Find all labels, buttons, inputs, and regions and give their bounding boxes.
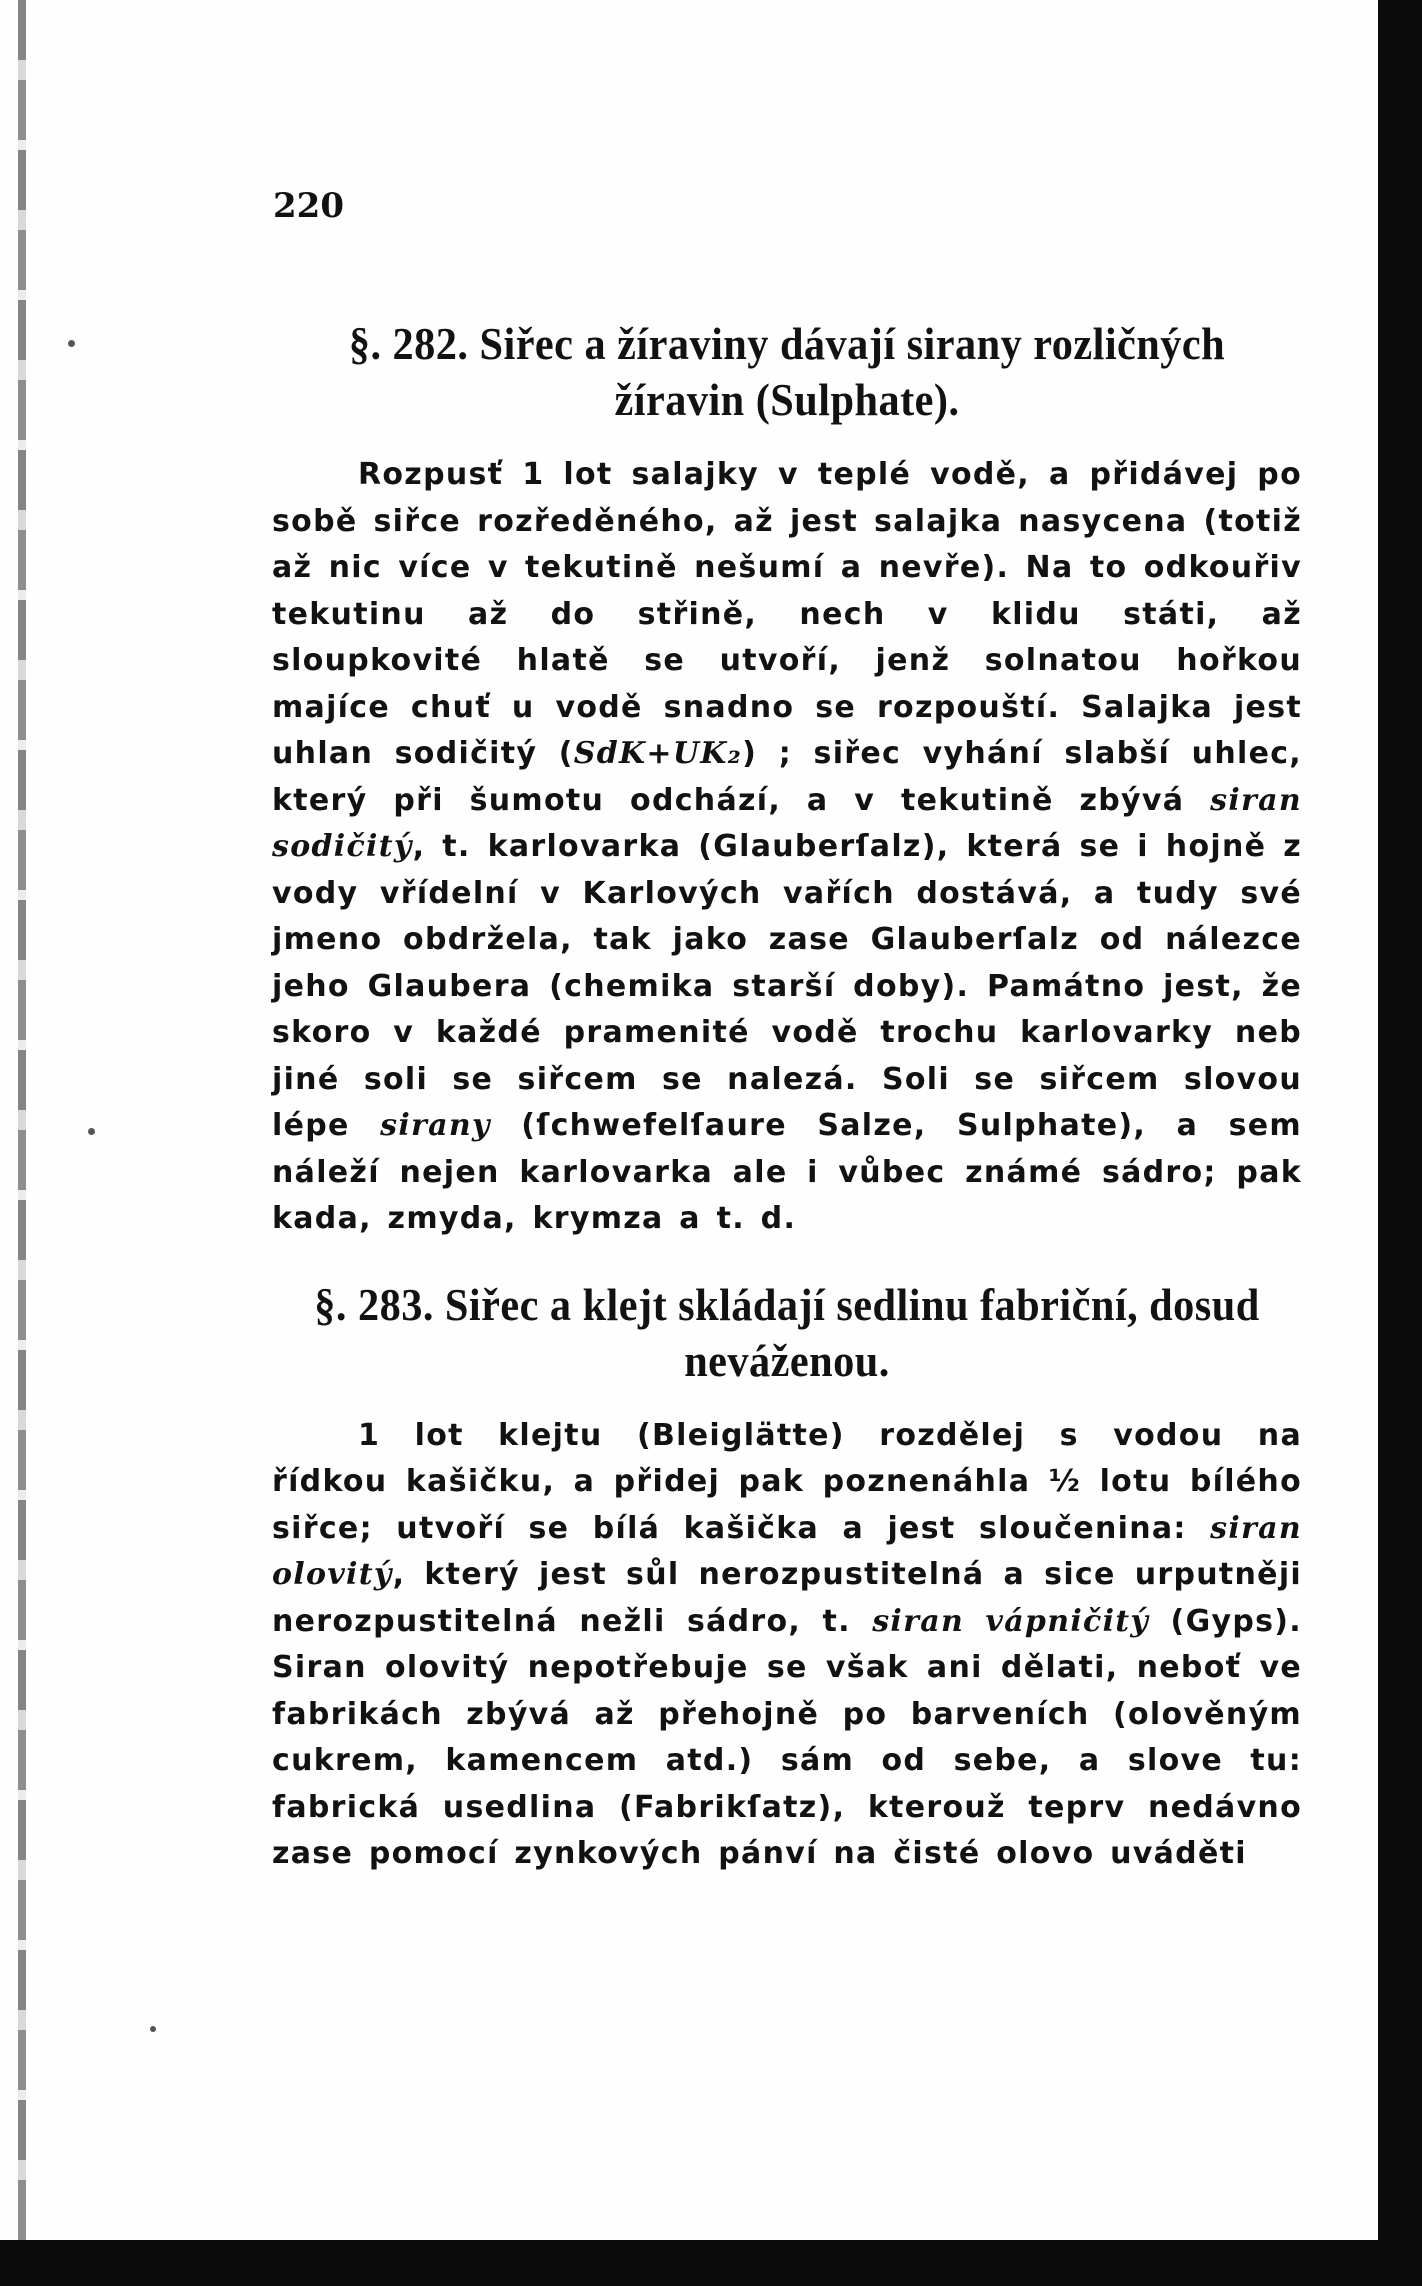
section-283-heading (313, 1277, 1261, 1389)
emphasized-term: siran sodičitý (272, 782, 1302, 864)
section-283-title: Siřec a klejt skládají sedlinu fabriční, dosud neváženou. (444, 1278, 1260, 1386)
scan-border-bottom (0, 2240, 1422, 2286)
section-282-number: §. 282. (348, 318, 469, 369)
formula-text: SdK+UK₂ (573, 736, 743, 771)
dust-speck (88, 1128, 95, 1135)
emphasized-term: siran olovitý (272, 1510, 1302, 1592)
section-283-number: §. 283. (314, 1278, 434, 1330)
text-run: Rozpusť 1 lot salajky v teplé vodě, a přidávej po sobě siřce rozředěného, až jest salajka nasycena (totiž až nic více v tekutině nešumí a nevře). Na to odkouřiv tekutinu až do střině, nech v klidu státi, až sloupkovité hlatě se utvoří, jenž solnatou hořkou majíce chuť u vodě snadno se rozpouští. Salajka jest uhlan sodičitý ( (272, 457, 1302, 771)
section-282-paragraph (272, 452, 1302, 1243)
text-run: , t. karlovarka (Glauberſalz), která se i hojně z vody vřídelní v Karlových vařích dostává, a tudy své jmeno obdržela, tak jako zase Glauberſalz od nálezce jeho Glaubera (chemika starší doby). Památno jest, že skoro v každé pramenité vodě trochu karlovarky neb jiné soli se siřcem se nalezá. Soli se siřcem slovou lépe (272, 829, 1302, 1143)
section-282-heading (313, 316, 1261, 428)
text-run: (Gyps). Siran olovitý nepotřebuje se však ani dělati, neboť ve fabrikách zbývá až přehojně po barveních (olověným cukrem, kamencem atd.) sám od sebe, a slove tu: fabrická usedlina (Fabrikſatz), kterouž teprv nedávno zase pomocí zynkových pánví na čisté olovo uváděti (272, 1603, 1302, 1871)
text-run: (ſchwefelſaure Salze, Sulphate), a sem náleží nejen karlovarka ale i vůbec známé sádro; pak kada, zmyda, krymza a t. d. (272, 1108, 1302, 1236)
section-282-title: Siřec a žíraviny dávají sirany rozličných žíravin (Sulphate). (479, 318, 1226, 425)
text-run: , který jest sůl nerozpustitelná a sice urputněji nerozpustitelná nežli sádro, t. (272, 1557, 1302, 1639)
section-283-paragraph (272, 1413, 1302, 1878)
text-run: ) ; siřec vyhání slabší uhlec, který při šumotu odchází, a v tekutině zbývá (272, 736, 1303, 818)
dust-speck (68, 340, 75, 347)
spacer (272, 1243, 1302, 1277)
dust-speck (150, 2026, 156, 2032)
spacer (272, 428, 1302, 452)
emphasized-term: siran vápničitý (872, 1603, 1150, 1639)
text-run: 1 lot klejtu (Bleiglätte) rozdělej s vodou na řídkou kašičku, a přidej pak poznenáhla ½ lotu bílého siřce; utvoří se bílá kašička a jest sloučenina: (272, 1417, 1302, 1546)
page-number: 220 (273, 186, 344, 226)
scan-border-right (1378, 0, 1422, 2286)
emphasized-term: sirany (380, 1108, 491, 1143)
page-body (272, 316, 1302, 1878)
page-edge-shadow (18, 0, 26, 2240)
spacer (272, 1389, 1302, 1413)
